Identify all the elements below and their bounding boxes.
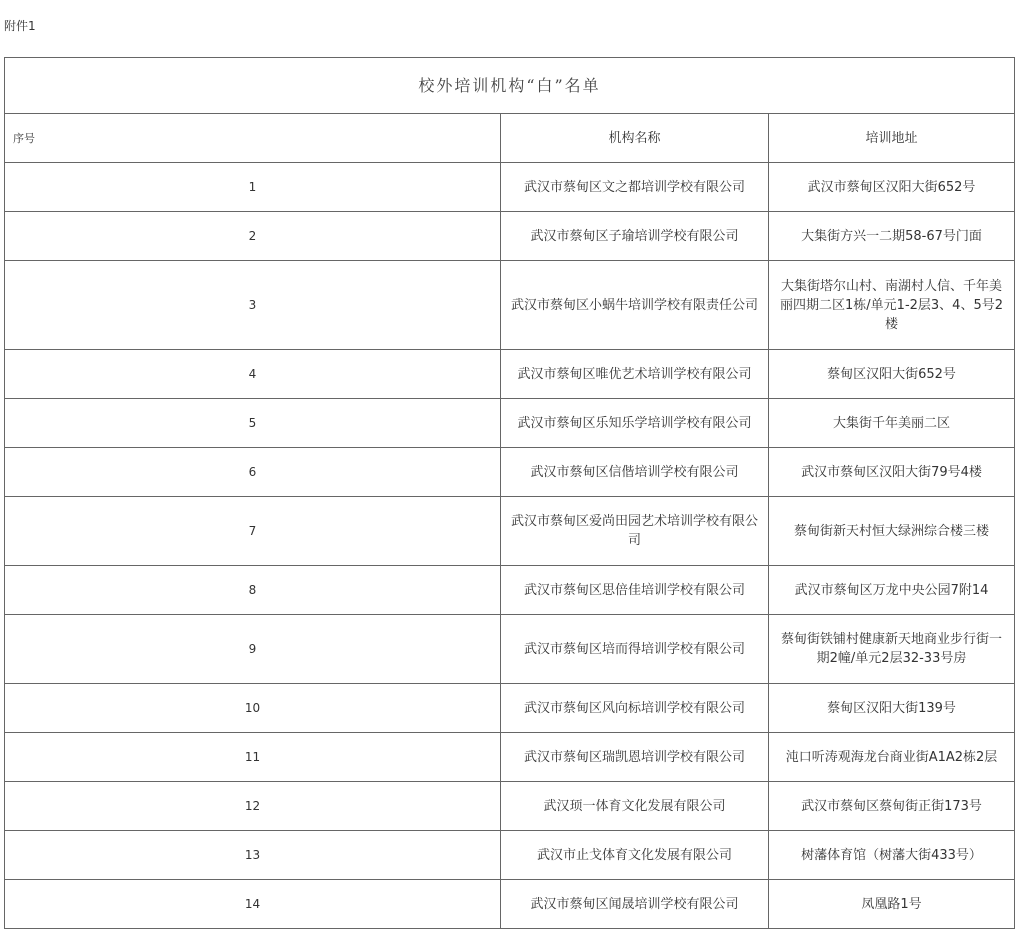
row-name: 武汉市蔡甸区小蜗牛培训学校有限责任公司 bbox=[501, 261, 769, 350]
row-seq: 6 bbox=[5, 448, 501, 497]
row-name: 武汉市蔡甸区瑞凯恩培训学校有限公司 bbox=[501, 733, 769, 782]
row-name: 武汉顼一体育文化发展有限公司 bbox=[501, 782, 769, 831]
row-address: 大集街方兴一二期58-67号门面 bbox=[769, 212, 1015, 261]
row-address: 武汉市蔡甸区万龙中央公园7附14 bbox=[769, 566, 1015, 615]
row-seq: 14 bbox=[5, 880, 501, 929]
row-address: 树藩体育馆（树藩大街433号） bbox=[769, 831, 1015, 880]
header-name: 机构名称 bbox=[501, 114, 769, 163]
row-name: 武汉市蔡甸区爱尚田园艺术培训学校有限公司 bbox=[501, 497, 769, 566]
title-row bbox=[5, 58, 1015, 114]
table-row bbox=[5, 350, 1015, 399]
whitelist-table bbox=[4, 57, 1015, 929]
row-address: 沌口听涛观海龙台商业街A1A2栋2层 bbox=[769, 733, 1015, 782]
table-row bbox=[5, 448, 1015, 497]
row-seq: 7 bbox=[5, 497, 501, 566]
table-row bbox=[5, 212, 1015, 261]
row-address: 蔡甸街新天村恒大绿洲综合楼三楼 bbox=[769, 497, 1015, 566]
table-row bbox=[5, 399, 1015, 448]
row-address: 武汉市蔡甸区汉阳大街652号 bbox=[769, 163, 1015, 212]
row-address: 蔡甸区汉阳大街652号 bbox=[769, 350, 1015, 399]
table-row bbox=[5, 733, 1015, 782]
row-name: 武汉市蔡甸区思倍佳培训学校有限公司 bbox=[501, 566, 769, 615]
row-address: 大集街千年美丽二区 bbox=[769, 399, 1015, 448]
header-row bbox=[5, 114, 1015, 163]
table-row bbox=[5, 684, 1015, 733]
table-title: 校外培训机构“白”名单 bbox=[5, 58, 1015, 114]
header-seq: 序号 bbox=[5, 114, 501, 163]
row-seq: 5 bbox=[5, 399, 501, 448]
row-address: 凤凰路1号 bbox=[769, 880, 1015, 929]
row-seq: 12 bbox=[5, 782, 501, 831]
attachment-label: 附件1 bbox=[4, 19, 36, 33]
row-address: 武汉市蔡甸区蔡甸街正街173号 bbox=[769, 782, 1015, 831]
table-row bbox=[5, 261, 1015, 350]
row-seq: 8 bbox=[5, 566, 501, 615]
row-seq: 11 bbox=[5, 733, 501, 782]
row-name: 武汉市蔡甸区文之都培训学校有限公司 bbox=[501, 163, 769, 212]
header-address: 培训地址 bbox=[769, 114, 1015, 163]
row-address: 大集街塔尔山村、南湖村人信、千年美丽四期二区1栋/单元1-2层3、4、5号2楼 bbox=[769, 261, 1015, 350]
table-row bbox=[5, 782, 1015, 831]
row-name: 武汉市蔡甸区培而得培训学校有限公司 bbox=[501, 615, 769, 684]
row-seq: 2 bbox=[5, 212, 501, 261]
table-row bbox=[5, 880, 1015, 929]
row-seq: 9 bbox=[5, 615, 501, 684]
row-name: 武汉市蔡甸区乐知乐学培训学校有限公司 bbox=[501, 399, 769, 448]
table-row bbox=[5, 615, 1015, 684]
row-seq: 4 bbox=[5, 350, 501, 399]
table-row bbox=[5, 163, 1015, 212]
row-name: 武汉市蔡甸区唯优艺术培训学校有限公司 bbox=[501, 350, 769, 399]
row-address: 蔡甸街铁铺村健康新天地商业步行街一期2幢/单元2层32-33号房 bbox=[769, 615, 1015, 684]
row-address: 蔡甸区汉阳大街139号 bbox=[769, 684, 1015, 733]
table-row bbox=[5, 831, 1015, 880]
row-seq: 10 bbox=[5, 684, 501, 733]
row-seq: 13 bbox=[5, 831, 501, 880]
table-row bbox=[5, 497, 1015, 566]
row-name: 武汉市蔡甸区子瑜培训学校有限公司 bbox=[501, 212, 769, 261]
row-name: 武汉市蔡甸区信偕培训学校有限公司 bbox=[501, 448, 769, 497]
row-seq: 3 bbox=[5, 261, 501, 350]
row-address: 武汉市蔡甸区汉阳大街79号4楼 bbox=[769, 448, 1015, 497]
row-name: 武汉市蔡甸区闻晟培训学校有限公司 bbox=[501, 880, 769, 929]
table-row bbox=[5, 566, 1015, 615]
row-seq: 1 bbox=[5, 163, 501, 212]
row-name: 武汉市止戈体育文化发展有限公司 bbox=[501, 831, 769, 880]
row-name: 武汉市蔡甸区风向标培训学校有限公司 bbox=[501, 684, 769, 733]
